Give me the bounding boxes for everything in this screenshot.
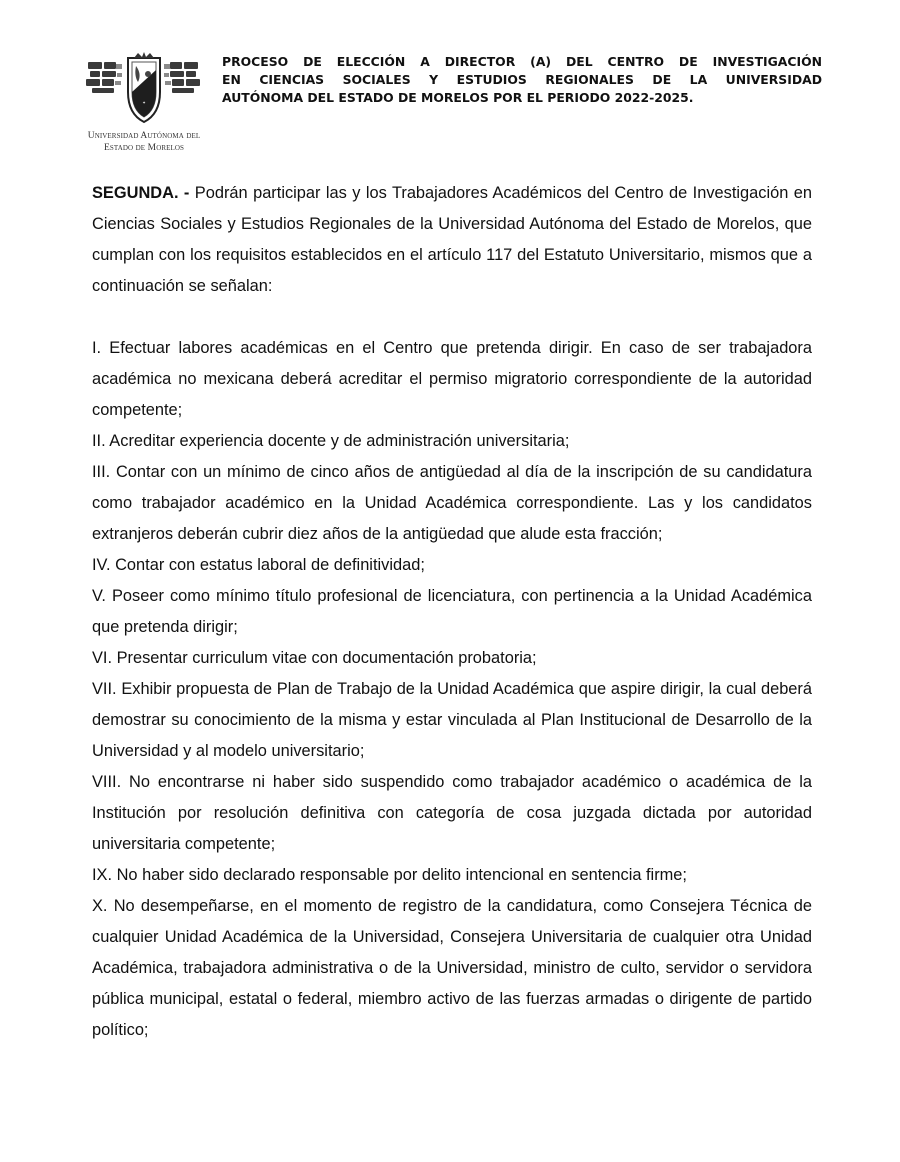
document-header — [82, 50, 822, 160]
requirement-item: I. Efectuar labores académicas en el Centro que pretenda dirigir. En caso de ser trabajadora académica no mexicana deberá acreditar el permiso migratorio correspondiente de la autoridad competente; — [92, 339, 812, 419]
requirement-item: VI. Presentar curriculum vitae con documentación probatoria; — [92, 649, 537, 667]
requirement-item: III. Contar con un mínimo de cinco años de antigüedad al día de la inscripción de su candidatura como trabajador académico en la Unidad Académica correspondiente. Las y los candidatos extranjeros deberán cubrir diez años de la antigüedad que alude esta fracción; — [92, 463, 812, 543]
logo-caption-line: Estado de Morelos — [103, 143, 185, 153]
title-line: EN CIENCIAS SOCIALES Y ESTUDIOS REGIONALES DE LA UNIVERSIDAD — [222, 72, 822, 87]
document-body — [92, 178, 812, 1046]
requirement-item: IX. No haber sido declarado responsable por delito intencional en sentencia firme; — [92, 866, 687, 884]
uaem-coat-of-arms-icon — [84, 52, 204, 124]
requirement-item: VII. Exhibir propuesta de Plan de Trabajo de la Unidad Académica que aspire dirigir, la cual deberá demostrar su conocimiento de la misma y estar vinculada al Plan Institucional de Desarrollo de la Universidad y al modelo universitario; — [92, 680, 812, 760]
svg-text:✦: ✦ — [142, 100, 146, 105]
requirement-item: II. Acreditar experiencia docente y de administración universitaria; — [92, 432, 570, 450]
requirement-item: X. No desempeñarse, en el momento de registro de la candidatura, como Consejera Técnica de cualquier Unidad Académica de la Universidad, Consejera Universitaria de cualquier otra Unidad Académica, trabajadora administrativa o de la Universidad, ministro de culto, servidor o servidora pública municipal, estatal o federal, miembro activo de las fuerzas armadas o dirigente de partido político; — [92, 897, 812, 1039]
requirement-item: IV. Contar con estatus laboral de definitividad; — [92, 556, 425, 574]
title-line: PROCESO DE ELECCIÓN A DIRECTOR (A) DEL CENTRO DE INVESTIGACIÓN — [222, 54, 822, 69]
clause-heading: SEGUNDA. - — [92, 184, 190, 202]
logo-caption-line: Universidad Autónoma del — [87, 131, 201, 141]
requirement-item: V. Poseer como mínimo título profesional de licenciatura, con pertinencia a la Unidad Académica que pretenda dirigir; — [92, 587, 812, 636]
document-title — [222, 53, 822, 107]
intro-text: Podrán participar las y los Trabajadores Académicos del Centro de Investigación en Ciencias Sociales y Estudios Regionales de la Universidad Autónoma del Estado de Morelos, que cumplan con los requisitos establecidos en el artículo 117 del Estatuto Universitario, mismos que a continuación se señalan: — [92, 184, 812, 295]
requirement-item: VIII. No encontrarse ni haber sido suspendido como trabajador académico o académica de la Institución por resolución definitiva con categoría de cosa juzgada dictada por autoridad universitaria competente; — [92, 773, 812, 853]
intro-paragraph — [92, 178, 812, 302]
title-line: AUTÓNOMA DEL ESTADO DE MORELOS POR EL PERIODO 2022-2025. — [222, 90, 694, 105]
university-logo — [82, 50, 212, 155]
logo-caption — [82, 130, 206, 154]
